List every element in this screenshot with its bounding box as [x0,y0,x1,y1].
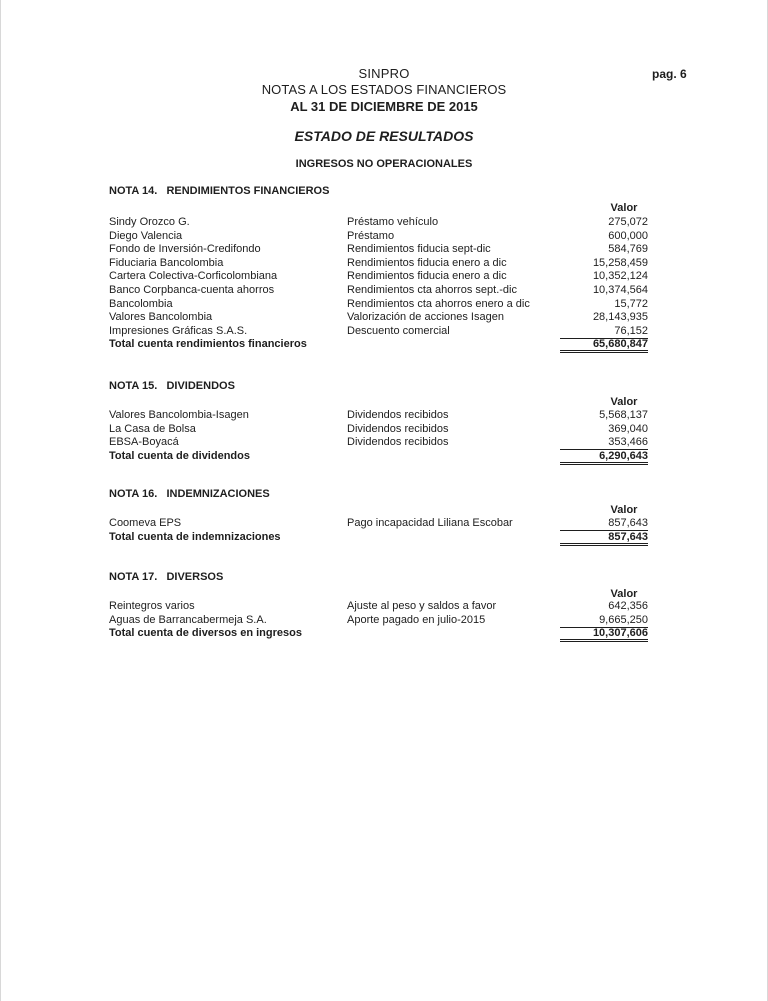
account-name: Aguas de Barrancabermeja S.A. [109,613,267,626]
amount-value: 15,258,459 [592,256,648,269]
amount-value: 9,665,250 [560,613,648,628]
total-row [0,626,768,640]
concept-description: Ajuste al peso y saldos a favor [347,600,497,612]
note-title: NOTA 14. RENDIMIENTOS FINANCIEROS [109,185,330,197]
concept-description: Valorización de acciones Isagen [347,311,504,324]
amount-value: 10,352,124 [592,270,648,283]
company-name: SINPRO [358,66,410,81]
report-date: AL 31 DE DICIEMBRE DE 2015 [290,99,478,114]
concept-description: Rendimientos fiducia sept-dic [347,243,491,256]
report-heading: NOTAS A LOS ESTADOS FINANCIEROS [261,82,507,97]
concept-description: Préstamo [347,229,395,242]
account-name: La Casa de Bolsa [109,422,196,435]
table-row [0,599,768,613]
amount-value: 857,643 [560,516,648,531]
account-name: Bancolombia [109,297,173,310]
concept-description: Aporte pagado en julio-2015 [347,613,486,626]
total-label: Total cuenta rendimientos financieros [109,338,307,351]
page-left-edge [0,0,1,1001]
total-value: 65,680,847 [560,337,648,353]
account-name: Valores Bancolombia [109,311,213,324]
amount-value: 584,769 [608,243,648,256]
value-column-header [562,396,646,408]
concept-description: Rendimientos cta ahorros sept.-dic [347,284,517,296]
table-row [0,408,768,422]
value-header-label: Valor [610,588,638,600]
account-name: Impresiones Gráficas S.A.S. [109,324,248,337]
account-name: Fondo de Inversión-Credifondo [109,243,261,256]
table-row [0,242,768,256]
total-value: 6,290,643 [560,449,648,465]
concept-description: Rendimientos cta ahorros enero a dic [347,297,530,310]
page-number: pag. 6 [652,67,687,81]
total-label: Total cuenta de indemnizaciones [109,530,281,543]
concept-description: Dividendos recibidos [347,422,449,435]
table-row [0,297,768,311]
account-name: Reintegros varios [109,600,195,612]
table-row [0,269,768,283]
value-column-header [562,504,646,516]
total-label: Total cuenta de dividendos [109,449,250,462]
value-header-label: Valor [610,202,638,214]
value-header-label: Valor [610,504,638,516]
statement-title: ESTADO DE RESULTADOS [294,128,474,144]
table-row [0,516,768,530]
amount-value: 275,072 [608,216,648,228]
amount-value: 10,374,564 [592,284,648,296]
amount-value: 76,152 [560,324,648,339]
amount-value: 15,772 [614,297,648,310]
concept-description: Préstamo vehículo [347,216,439,228]
total-value: 10,307,606 [560,626,648,642]
amount-value: 642,356 [608,600,648,612]
total-label: Total cuenta de diversos en ingresos [109,627,302,640]
account-name: Valores Bancolombia-Isagen [109,409,249,421]
total-row [0,337,768,351]
table-row [0,256,768,270]
value-column-header [562,202,646,214]
table-row [0,283,768,297]
amount-value: 5,568,137 [599,409,648,421]
table-row [0,613,768,627]
concept-description: Pago incapacidad Liliana Escobar [347,517,513,529]
statement-subtitle: INGRESOS NO OPERACIONALES [295,158,473,170]
amount-value: 28,143,935 [592,311,648,324]
table-row [0,435,768,449]
table-row [0,324,768,338]
concept-description: Dividendos recibidos [347,436,449,449]
concept-description: Rendimientos fiducia enero a dic [347,270,507,283]
account-name: Fiduciaria Bancolombia [109,256,224,269]
account-name: Diego Valencia [109,229,183,242]
account-name: Sindy Orozco G. [109,216,190,228]
concept-description: Dividendos recibidos [347,409,449,421]
amount-value: 600,000 [608,229,648,242]
note-title: NOTA 17. DIVERSOS [109,571,224,583]
note-title: NOTA 16. INDEMNIZACIONES [109,488,270,500]
account-name: Cartera Colectiva-Corficolombiana [109,270,278,283]
table-row [0,310,768,324]
value-header-label: Valor [610,396,638,408]
account-name: EBSA-Boyacá [109,436,179,449]
table-row [0,422,768,436]
amount-value: 369,040 [608,422,648,435]
note-title: NOTA 15. DIVIDENDOS [109,380,235,392]
total-value: 857,643 [560,530,648,546]
amount-value: 353,466 [560,435,648,450]
total-row [0,530,768,544]
document-header [0,66,768,115]
table-row [0,215,768,229]
table-row [0,229,768,243]
concept-description: Rendimientos fiducia enero a dic [347,256,507,269]
concept-description: Descuento comercial [347,324,450,337]
account-name: Coomeva EPS [109,517,182,529]
total-row [0,449,768,463]
account-name: Banco Corpbanca-cuenta ahorros [109,284,275,296]
